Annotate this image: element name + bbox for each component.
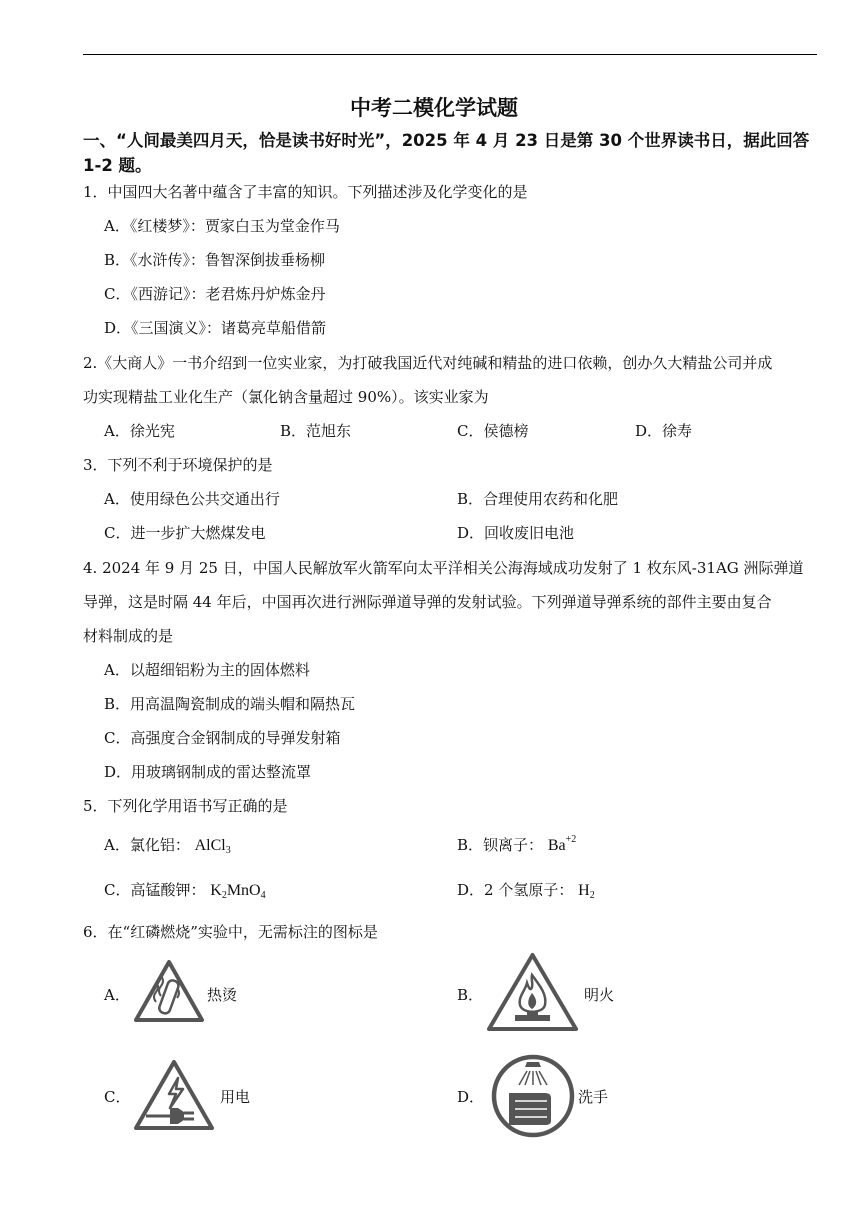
option-a-label: A．氯化铝： — [104, 836, 190, 854]
page-title: 中考二模化学试题 — [350, 96, 518, 120]
question-6-option-d-letter[interactable]: D． — [457, 1088, 485, 1106]
question-6-stem: 6．在“红磷燃烧”实验中，无需标注的图标是 — [83, 923, 378, 941]
section-heading: 一、“人间最美四月天，恰是读书好时光”，2025 年 4 月 23 日是第 30 个世界读书日，据此回答 1-2 题。 — [83, 131, 810, 175]
formula-h2: $H_2$ — [578, 882, 595, 901]
open-flame-icon — [485, 951, 580, 1033]
question-6-option-a-label: 热烫 — [207, 986, 238, 1004]
question-6-option-c-letter[interactable]: C． — [104, 1088, 131, 1106]
option-b-label: B．钡离子： — [457, 836, 544, 854]
question-1-option-d[interactable]: D．《三国演义》：诸葛亮草船借箭 — [104, 319, 327, 337]
question-4-stem-line1: 4. 2024 年 9 月 25 日，中国人民解放军火箭军向太平洋相关公海海域成功发射了 1 枚东风-31AG 洲际弹道 — [83, 559, 804, 577]
formula-ba-ion: $Ba^{+2}$ — [547, 834, 577, 854]
question-4-option-a[interactable]: A．以超细铝粉为主的固体燃料 — [104, 661, 310, 679]
question-6-option-b-letter[interactable]: B． — [457, 986, 484, 1004]
hand-washing-icon — [487, 1053, 579, 1139]
question-4-option-c[interactable]: C．高强度合金钢制成的导弹发射箱 — [104, 729, 341, 747]
question-5-option-d[interactable] — [457, 879, 595, 901]
question-5-option-a[interactable] — [104, 834, 231, 856]
question-1-option-b[interactable]: B．《水浒传》：鲁智深倒拔垂杨柳 — [104, 251, 326, 269]
question-3-stem: 3．下列不利于环境保护的是 — [83, 456, 273, 474]
question-2-stem-line2: 功实现精盐工业化生产（氯化钠含量超过 90%）。该实业家为 — [83, 388, 489, 406]
question-3-option-d[interactable]: D．回收废旧电池 — [457, 524, 575, 542]
question-3-option-b[interactable]: B．合理使用农药和化肥 — [457, 490, 619, 508]
question-3-option-a[interactable]: A．使用绿色公共交通出行 — [104, 490, 280, 508]
question-4-option-d[interactable]: D．用玻璃钢制成的雷达整流罩 — [104, 763, 312, 781]
hot-surface-icon — [132, 958, 206, 1024]
question-6-option-b-label: 明火 — [584, 986, 615, 1004]
question-4-stem-line2: 导弹，这是时隔 44 年后，中国再次进行洲际弹道导弹的发射试验。下列弹道导弹系统的部件主要由复合 — [83, 593, 772, 611]
formula-kmno4: $K_2MnO_4$ — [210, 882, 266, 901]
question-1-option-a[interactable]: A．《红楼梦》：贾家白玉为堂金作马 — [104, 217, 340, 235]
question-1-option-c[interactable]: C．《西游记》：老君炼丹炉炼金丹 — [104, 285, 326, 303]
question-5-option-c[interactable] — [104, 879, 266, 901]
option-d-label: D．2 个氢原子： — [457, 881, 574, 899]
question-5-stem: 5．下列化学用语书写正确的是 — [83, 797, 288, 815]
question-2-option-c[interactable]: C．侯德榜 — [457, 422, 529, 440]
question-1-stem: 1．中国四大名著中蕴含了丰富的知识。下列描述涉及化学变化的是 — [83, 183, 528, 201]
question-6-option-c-label: 用电 — [220, 1088, 251, 1106]
question-4-stem-line3: 材料制成的是 — [83, 627, 174, 645]
question-6-option-a-letter[interactable]: A． — [104, 986, 130, 1004]
question-2-stem-line1: 2.《大商人》一书介绍到一位实业家，为打破我国近代对纯碱和精盐的进口依赖，创办久大精盐公司并成 — [83, 354, 773, 372]
question-6-option-d-label: 洗手 — [578, 1088, 609, 1106]
header-rule — [83, 54, 817, 55]
electricity-icon — [132, 1058, 216, 1132]
option-c-label: C．高锰酸钾： — [104, 881, 206, 899]
question-2-option-a[interactable]: A．徐光宪 — [104, 422, 175, 440]
formula-alcl3: AlCl$_3$ — [194, 837, 231, 856]
question-2-option-b[interactable]: B．范旭东 — [280, 422, 352, 440]
question-4-option-b[interactable]: B．用高温陶瓷制成的端头帽和隔热瓦 — [104, 695, 356, 713]
question-5-option-b[interactable] — [457, 834, 576, 855]
question-2-option-d[interactable]: D．徐寿 — [635, 422, 693, 440]
question-3-option-c[interactable]: C．进一步扩大燃煤发电 — [104, 524, 266, 542]
